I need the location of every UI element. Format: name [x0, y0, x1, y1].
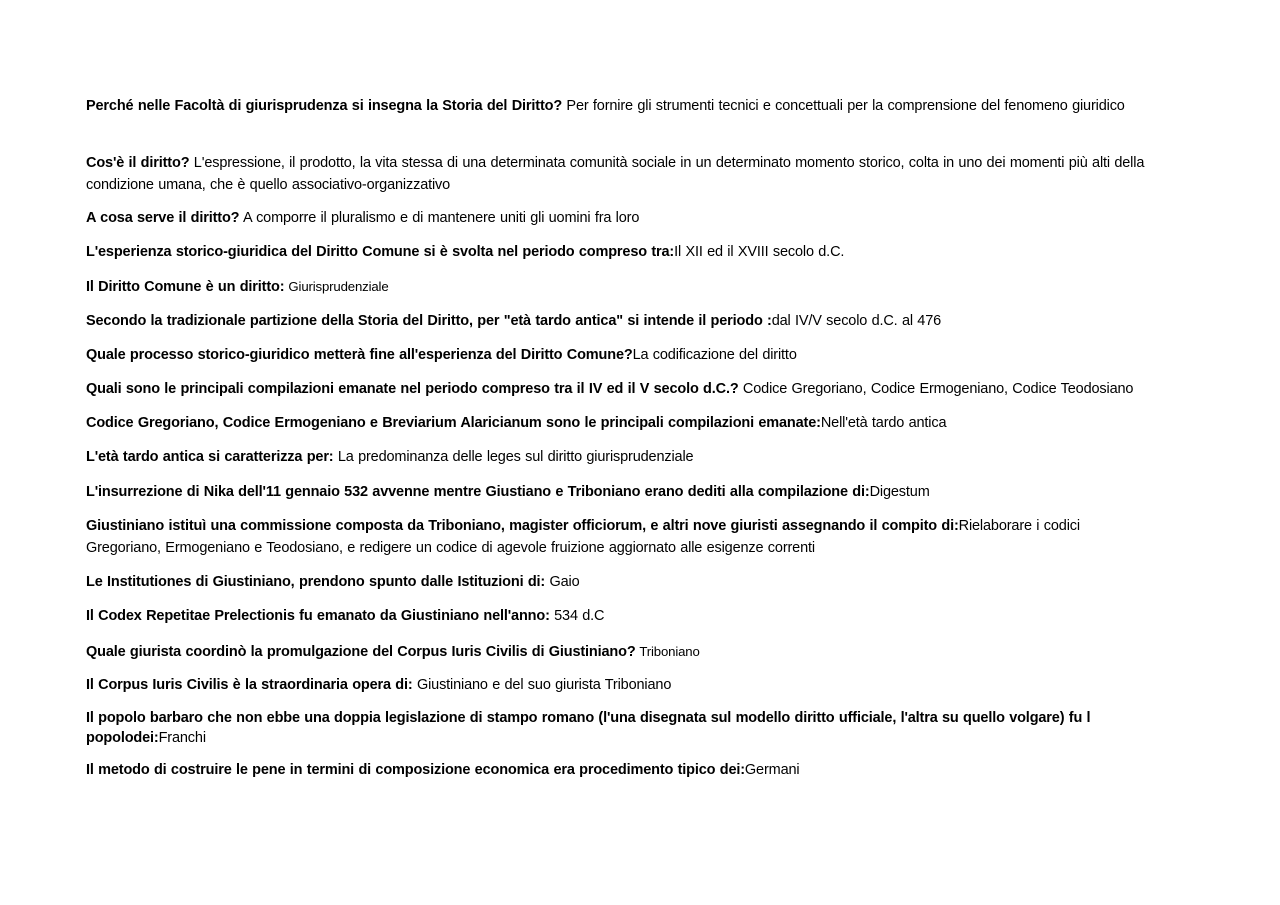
qa-item: [86, 606, 604, 628]
question: Il Diritto Comune è un diritto:: [86, 279, 285, 295]
qa-item: [86, 96, 1125, 118]
question: L'insurrezione di Nika dell'11 gennaio 532 avvenne mentre Giustiano e Triboniano erano dediti alla compilazione di:: [86, 484, 870, 500]
qa-item: [86, 208, 639, 230]
answer: Codice Gregoriano, Codice Ermogeniano, Codice Teodosiano: [738, 381, 1134, 397]
qa-item: [86, 516, 1126, 559]
answer: Nell'età tardo antica: [820, 415, 947, 431]
answer: A comporre il pluralismo e di mantenere uniti gli uomini fra loro: [239, 210, 640, 226]
qa-item: [86, 708, 1131, 748]
answer: Rielaborare i codici Gregoriano, Ermogeniano e Teodosiano, e redigere un codice di agevole fruizione aggiornato alle esigenze correnti: [86, 518, 1080, 556]
qa-item: [86, 572, 580, 594]
qa-item: [86, 482, 930, 504]
answer: Giustiniano e del suo giurista Triboniano: [412, 677, 672, 693]
question: Quali sono le principali compilazioni emanate nel periodo compreso tra il IV ed il V secolo d.C.?: [86, 381, 739, 397]
answer: La codificazione del diritto: [632, 347, 797, 363]
answer: Triboniano: [635, 644, 700, 659]
qa-item: [86, 242, 844, 264]
answer: Giurisprudenziale: [284, 279, 389, 294]
qa-item: [86, 153, 1176, 196]
question: Quale giurista coordinò la promulgazione del Corpus Iuris Civilis di Giustiniano?: [86, 644, 636, 660]
qa-item: [86, 675, 671, 697]
question: Il Codex Repetitae Prelectionis fu emanato da Giustiniano nell'anno:: [86, 608, 550, 624]
question: A cosa serve il diritto?: [86, 210, 240, 226]
question: Perché nelle Facoltà di giurisprudenza si insegna la Storia del Diritto?: [86, 98, 563, 114]
answer: 534 d.C: [549, 608, 605, 624]
question: Quale processo storico-giuridico metterà fine all'esperienza del Diritto Comune?: [86, 347, 633, 363]
qa-item: [86, 311, 941, 333]
answer: Il XII ed il XVIII secolo d.C.: [674, 244, 845, 260]
question: Codice Gregoriano, Codice Ermogeniano e Breviarium Alaricianum sono le principali compilazioni emanate:: [86, 415, 821, 431]
answer: Germani: [744, 762, 800, 778]
answer: La predominanza delle leges sul diritto giurisprudenziale: [333, 449, 694, 465]
qa-item: [86, 379, 1133, 401]
answer: Per fornire gli strumenti tecnici e concettuali per la comprensione del fenomeno giuridico: [562, 98, 1125, 114]
question: Il Corpus Iuris Civilis è la straordinaria opera di:: [86, 677, 413, 693]
question: L'età tardo antica si caratterizza per:: [86, 449, 334, 465]
question: Il metodo di costruire le pene in termini di composizione economica era procedimento tipico dei:: [86, 762, 745, 778]
question: Le Institutiones di Giustiniano, prendono spunto dalle Istituzioni di:: [86, 574, 546, 590]
question: Il popolo barbaro che non ebbe una doppia legislazione di stampo romano (l'una disegnata sul modello diritto ufficiale, l'altra su quello volgare) fu l popolodei:: [86, 710, 1091, 746]
question: Secondo la tradizionale partizione della Storia del Diritto, per "età tardo antica" si intende il periodo :: [86, 313, 772, 329]
answer: Franchi: [158, 730, 206, 746]
qa-item: [86, 413, 946, 435]
question: L'esperienza storico-giuridica del Diritto Comune si è svolta nel periodo compreso tra:: [86, 244, 675, 260]
qa-item: [86, 641, 700, 664]
qa-item: [86, 760, 799, 782]
qa-item: [86, 345, 797, 367]
answer: L'espressione, il prodotto, la vita stessa di una determinata comunità sociale in un determinato momento storico, colta in uno dei momenti più alti della condizione umana, che è quello associativo-organizzativo: [86, 155, 1145, 193]
qa-item: [86, 276, 389, 299]
qa-item: [86, 447, 693, 469]
question: Cos'è il diritto?: [86, 155, 190, 171]
answer: Gaio: [545, 574, 580, 590]
answer: Digestum: [869, 484, 930, 500]
question: Giustiniano istituì una commissione composta da Triboniano, magister officiorum, e altri nove giuristi assegnando il compito di:: [86, 518, 959, 534]
answer: dal IV/V secolo d.C. al 476: [771, 313, 942, 329]
